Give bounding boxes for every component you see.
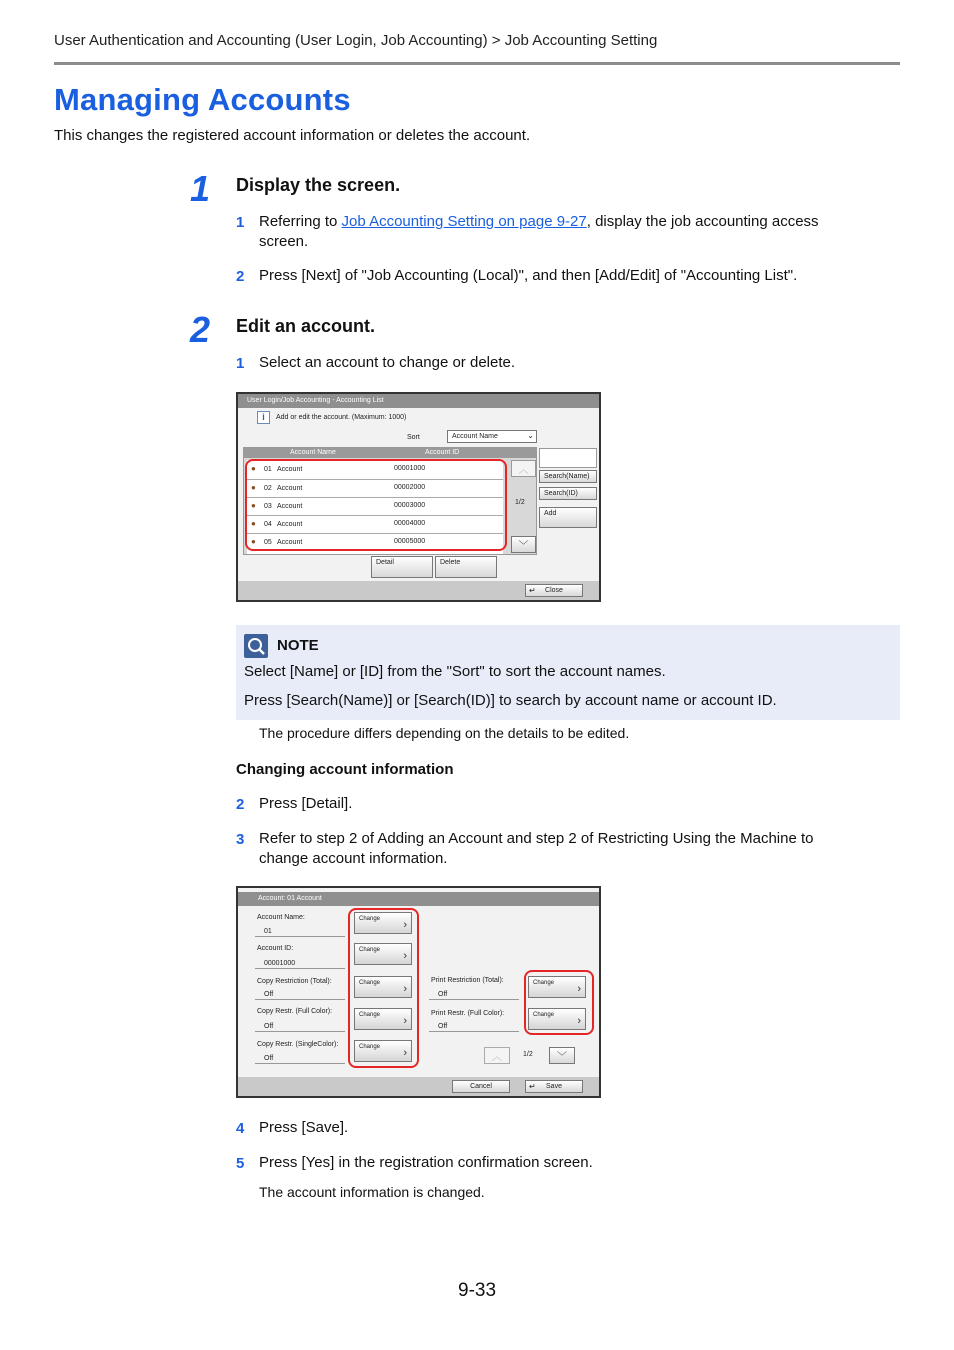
job-accounting-setting-link[interactable]: Job Accounting Setting on page 9-27	[341, 213, 587, 230]
user-icon: ●	[251, 519, 256, 528]
substep-number: 1	[236, 214, 245, 231]
account-detail-screen	[236, 886, 601, 1098]
highlight-box	[245, 459, 507, 551]
scroll-down-button[interactable]: ﹀	[511, 536, 536, 553]
substep-text: Press [Detail].	[259, 795, 353, 812]
screen-titlebar: Account: 01 Account	[238, 892, 599, 906]
sort-select[interactable]: Account Name ⌄	[447, 430, 537, 443]
search-id-button[interactable]: Search(ID)	[539, 487, 597, 500]
substep-text: Select an account to change or delete.	[259, 354, 516, 371]
change-button[interactable]: Change ›	[354, 1040, 412, 1062]
screen-footer	[238, 1077, 599, 1096]
list-item[interactable]: ● 02 Account 00002000	[247, 479, 503, 496]
info-text: Add or edit the account. (Maximum: 1000)	[276, 414, 407, 421]
substep-text: Referring to Job Accounting Setting on page 9-27, display the job accounting access screen.	[259, 213, 819, 250]
breadcrumb: User Authentication and Accounting (User Login, Job Accounting) > Job Accounting Setting	[54, 32, 658, 49]
scroll-down-button[interactable]: ﹀	[549, 1047, 575, 1064]
highlight-box	[524, 970, 594, 1035]
field-label: Copy Restr. (Full Color):	[257, 1008, 333, 1015]
change-button[interactable]: Change ›	[354, 976, 412, 998]
field-label: Account ID:	[257, 945, 294, 952]
user-icon: ●	[251, 483, 256, 492]
screen-titlebar: User Login/Job Accounting - Accounting List	[238, 394, 599, 408]
field-label: Copy Restriction (Total):	[257, 978, 332, 985]
user-icon: ●	[251, 537, 256, 546]
change-button[interactable]: Change ›	[354, 1008, 412, 1030]
field-value: Off	[438, 991, 448, 998]
list-header	[244, 448, 536, 458]
step-1-number: 1	[190, 168, 211, 209]
substep-number: 4	[236, 1120, 245, 1137]
substep-text: Refer to step 2 of Adding an Account and step 2 of Restricting Using the Machine to change account information.	[259, 830, 814, 867]
field-value: 00001000	[264, 960, 296, 967]
step-2-title: Edit an account.	[236, 316, 376, 336]
note-line-1: Select [Name] or [ID] from the "Sort" to sort the account names.	[244, 663, 666, 680]
detail-button[interactable]: Detail	[371, 556, 433, 578]
chevron-right-icon: ›	[577, 1015, 581, 1027]
list-item[interactable]: ● 05 Account 00005000	[247, 533, 503, 550]
info-icon: i	[257, 411, 270, 424]
substep-text: Press [Yes] in the registration confirmation screen.	[259, 1154, 593, 1171]
return-icon: ↵	[529, 586, 536, 595]
chevron-right-icon: ›	[403, 1047, 407, 1059]
field-label: Account Name:	[257, 914, 305, 921]
step-1-title: Display the screen.	[236, 175, 401, 195]
page-title: Managing Accounts	[54, 82, 351, 117]
chevron-right-icon: ›	[403, 983, 407, 995]
field-value: Off	[264, 1023, 274, 1030]
intro-text: This changes the registered account information or deletes the account.	[54, 127, 531, 144]
search-field[interactable]	[539, 448, 597, 468]
user-icon: ●	[251, 464, 256, 473]
return-icon: ↵	[529, 1082, 536, 1091]
note-line-2: Press [Search(Name)] or [Search(ID)] to search by account name or account ID.	[244, 692, 777, 709]
substep-text: Press [Next] of "Job Accounting (Local)", and then [Add/Edit] of "Accounting List".	[259, 267, 798, 284]
change-button[interactable]: Change ›	[354, 943, 412, 965]
chevron-right-icon: ›	[403, 1015, 407, 1027]
change-button[interactable]: Change ›	[528, 976, 586, 998]
substep-number: 5	[236, 1155, 245, 1172]
field-label: Copy Restr. (SingleColor):	[257, 1041, 339, 1048]
list-item[interactable]: ● 01 Account 00001000	[251, 464, 426, 473]
header-divider	[54, 62, 900, 65]
step-2-number: 2	[190, 309, 211, 350]
field-value: Off	[438, 1023, 448, 1030]
scroll-up-button[interactable]: ︿	[511, 460, 536, 477]
column-header-name: Account Name	[290, 449, 336, 456]
close-button[interactable]: ↵ Close	[525, 584, 583, 597]
cancel-button[interactable]: Cancel	[452, 1080, 510, 1093]
section-heading: Changing account information	[236, 761, 454, 778]
column-header-id: Account ID	[425, 449, 460, 456]
delete-button[interactable]: Delete	[435, 556, 497, 578]
sort-label: Sort	[407, 434, 420, 441]
add-button[interactable]: Add	[539, 507, 597, 528]
list-item[interactable]: ● 03 Account 00003000	[247, 497, 503, 514]
search-name-button[interactable]: Search(Name)	[539, 470, 597, 483]
chevron-right-icon: ›	[403, 950, 407, 962]
field-value: 01	[264, 928, 272, 935]
change-button[interactable]: Change ›	[354, 912, 412, 934]
change-button[interactable]: Change ›	[528, 1008, 586, 1030]
substep-number: 3	[236, 831, 245, 848]
substep-number: 1	[236, 355, 245, 372]
save-button[interactable]: ↵ Save	[525, 1080, 583, 1093]
user-icon: ●	[251, 501, 256, 510]
chevron-right-icon: ›	[577, 983, 581, 995]
page-indicator: 1/2	[523, 1051, 533, 1058]
substep-text: Press [Save].	[259, 1119, 349, 1136]
accounting-list-screen	[236, 392, 601, 602]
screen-footer	[238, 581, 599, 600]
result-text: The account information is changed.	[259, 1184, 485, 1200]
substep-number: 2	[236, 796, 245, 813]
chevron-right-icon: ›	[403, 919, 407, 931]
scroll-up-button[interactable]: ︿	[484, 1047, 510, 1064]
highlight-box	[348, 908, 419, 1068]
field-label: Print Restr. (Full Color):	[431, 1010, 505, 1017]
list-item[interactable]: ● 04 Account 00004000	[247, 515, 503, 532]
page-number: 9-33	[458, 1280, 497, 1301]
chevron-down-icon: ⌄	[527, 431, 534, 440]
note-icon	[244, 634, 268, 658]
substep-number: 2	[236, 268, 245, 285]
procedure-text: The procedure differs depending on the details to be edited.	[259, 725, 630, 741]
note-label: NOTE	[277, 637, 319, 654]
page-indicator: 1/2	[515, 499, 525, 506]
field-label: Print Restriction (Total):	[431, 977, 504, 984]
field-value: Off	[264, 991, 274, 998]
note-box	[236, 625, 900, 720]
field-value: Off	[264, 1055, 274, 1062]
